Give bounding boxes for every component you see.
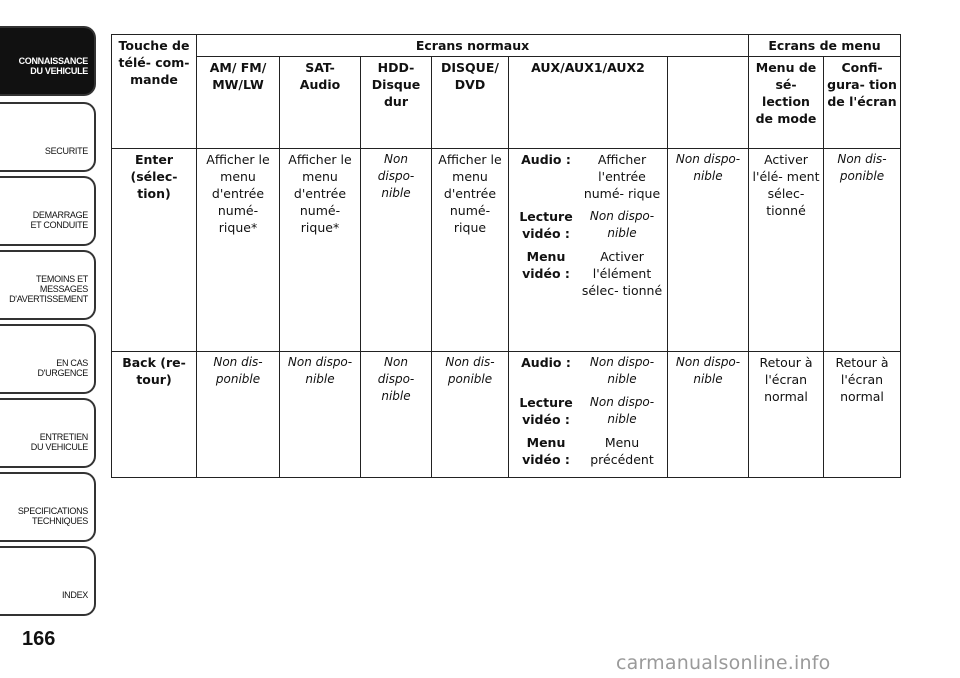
aux-video-value: Non dispo- nible — [589, 209, 655, 240]
header-key: Touche de télé- com- mande — [112, 35, 197, 149]
aux-audio-value: Non dispo- nible — [589, 355, 655, 386]
aux-audio-value: Afficher l'entrée numé- rique — [583, 152, 661, 201]
row-enter-key: Enter (sélec- tion) — [112, 149, 197, 352]
tab-en-cas-d-urgence[interactable] — [0, 324, 96, 394]
watermark: carmanualsonline.info — [616, 652, 831, 674]
aux-menu-label: Menu vidéo : — [522, 435, 570, 467]
cell-enter-sat: Afficher le menu d'entrée numé- rique* — [280, 149, 361, 352]
cell-enter-blank: Non dispo- nible — [668, 149, 749, 352]
aux-video-label: Lecture vidéo : — [519, 395, 573, 427]
cell-back-config: Retour à l'écran normal — [824, 352, 901, 478]
cell-back-dvd: Non dis- ponible — [432, 352, 509, 478]
col-aux: AUX/AUX1/AUX2 — [509, 57, 668, 149]
tab-label: ENTRETIEN DU VEHICULE — [30, 432, 88, 452]
page-number: 166 — [22, 628, 56, 650]
cell-back-aux — [509, 352, 668, 478]
col-screen-config: Confi- gura- tion de l'écran — [824, 57, 901, 149]
cell-enter-config: Non dis- ponible — [824, 149, 901, 352]
cell-back-mode: Retour à l'écran normal — [749, 352, 824, 478]
cell-enter-mode: Activer l'élé- ment sélec- tionné — [749, 149, 824, 352]
row-back-key: Back (re- tour) — [112, 352, 197, 478]
header-normal-screens: Ecrans normaux — [197, 35, 749, 57]
aux-menu-line — [512, 434, 664, 468]
cell-enter-hdd: Non dispo- nible — [361, 149, 432, 352]
cell-back-am: Non dis- ponible — [197, 352, 280, 478]
cell-enter-dvd: Afficher le menu d'entrée numé- rique — [432, 149, 509, 352]
tab-specifications-techniques[interactable] — [0, 472, 96, 542]
aux-audio-line — [512, 354, 664, 388]
cell-back-hdd: Non dispo- nible — [361, 352, 432, 478]
aux-menu-line — [512, 248, 664, 299]
col-mode-menu: Menu de sé- lection de mode — [749, 57, 824, 149]
tab-securite[interactable] — [0, 102, 96, 172]
col-blank — [668, 57, 749, 149]
aux-menu-label: Menu vidéo : — [522, 249, 570, 281]
aux-audio-label: Audio : — [521, 355, 571, 370]
aux-audio-label: Audio : — [521, 152, 571, 167]
aux-video-line — [512, 394, 664, 428]
tab-label: SECURITE — [44, 146, 88, 156]
tab-label: TEMOINS ET MESSAGES D'AVERTISSEMENT — [9, 274, 88, 304]
cell-enter-aux — [509, 149, 668, 352]
tab-connaissance-du-vehicule[interactable] — [0, 26, 96, 96]
aux-video-line — [512, 208, 664, 242]
col-sat-audio: SAT- Audio — [280, 57, 361, 149]
tab-label: EN CAS D'URGENCE — [37, 358, 88, 378]
tab-demarrage-et-conduite[interactable] — [0, 176, 96, 246]
tab-label: INDEX — [61, 590, 88, 600]
tab-label: SPECIFICATIONS TECHNIQUES — [17, 506, 88, 526]
aux-menu-value: Menu précédent — [590, 435, 654, 467]
aux-video-value: Non dispo- nible — [589, 395, 655, 426]
cell-back-sat: Non dispo- nible — [280, 352, 361, 478]
tab-temoins-et-messages[interactable] — [0, 250, 96, 320]
aux-video-label: Lecture vidéo : — [519, 209, 573, 241]
tab-label: DEMARRAGE ET CONDUITE — [30, 210, 88, 230]
col-am-fm: AM/ FM/ MW/LW — [197, 57, 280, 149]
tab-label: CONNAISSANCE DU VEHICULE — [18, 56, 88, 76]
tab-index[interactable] — [0, 546, 96, 616]
tab-entretien-du-vehicule[interactable] — [0, 398, 96, 468]
aux-menu-value: Activer l'élément sélec- tionné — [581, 249, 663, 298]
col-hdd: HDD- Disque dur — [361, 57, 432, 149]
aux-audio-line — [512, 151, 664, 202]
header-menu-screens: Ecrans de menu — [749, 35, 901, 57]
remote-control-table — [111, 34, 901, 478]
col-disque-dvd: DISQUE/ DVD — [432, 57, 509, 149]
cell-back-blank: Non dispo- nible — [668, 352, 749, 478]
cell-enter-am: Afficher le menu d'entrée numé- rique* — [197, 149, 280, 352]
